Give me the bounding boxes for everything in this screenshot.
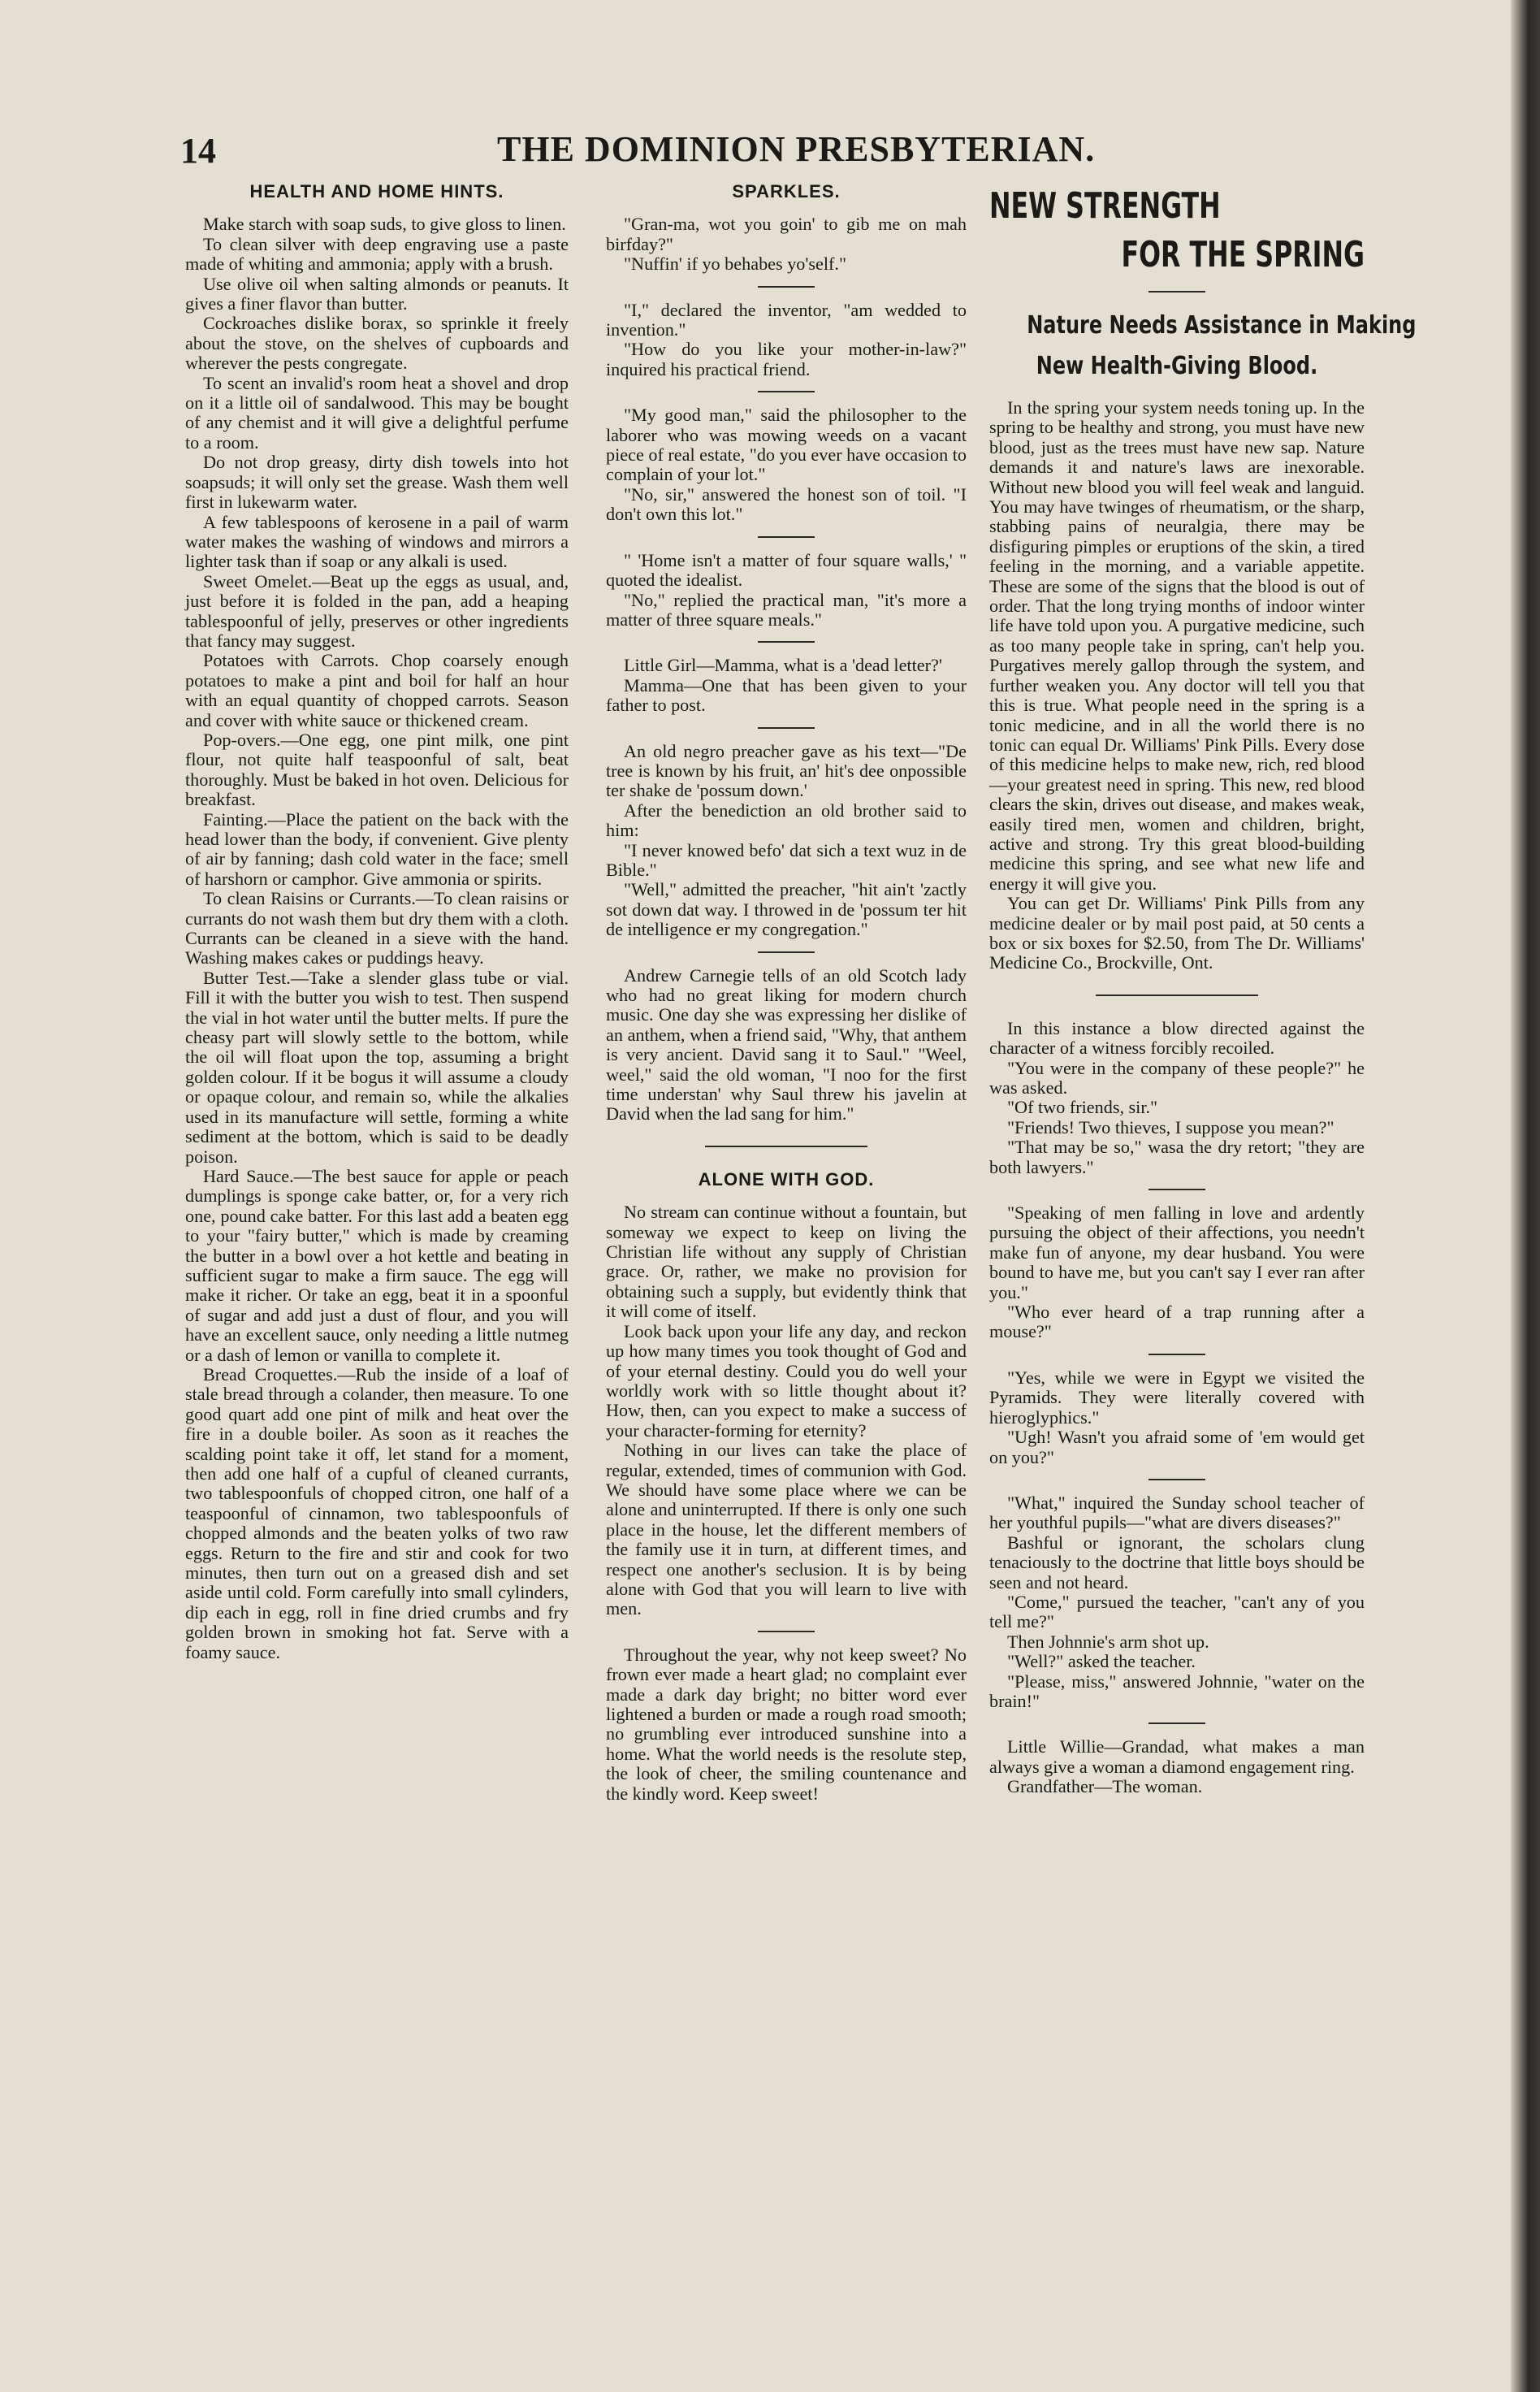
joke-line: "What," inquired the Sunday school teacher of her youthful pupils—"what are divers diseases?" — [989, 1492, 1365, 1533]
divider — [758, 951, 815, 953]
joke-line: "I never knowed befo' dat sich a text wuz in de Bible." — [606, 839, 967, 880]
ad-subtitle-line-1: Nature Needs Assistance in Making — [1027, 311, 1417, 340]
paragraph: Potatoes with Carrots. Chop coarsely enough potatoes to make a pint and boil for half an hour with an equal quantity of chopped carrots. Season and cover with white sauce or thickened cream. — [185, 650, 569, 730]
joke-line: Mamma—One that has been given to your father to post. — [606, 674, 967, 716]
paragraph: Look back upon your life any day, and reckon up how many times you took thought of God and of your eternal destiny. Could you do well your worldly work with so little thought about it? How, then, can you expect to make a success of your character-forming for eternity? — [606, 1320, 967, 1441]
paragraph: Bread Croquettes.—Rub the inside of a loaf of stale bread through a colander, then measure. To one good quart add one pint of milk and heat over the fire in a double boiler. As soon as it reaches the scalding point take it off, let stand for a moment, then add one half of a cupful of cleaned currants, two tablespoonfuls of chopped citron, one half of a teaspoonful of cinnamon, two tablespoonfuls of chopped almonds and the beaten yolks of two raw eggs. Return to the fire and stir and cook for two minutes, then turn out on a greased dish and set aside until cold. Form carefully into small cylinders, dip each in egg, roll in fine dried crumbs and fry golden brown in smoking hot fat. Serve with a foamy sauce. — [185, 1363, 569, 1662]
divider — [758, 641, 815, 643]
paragraph: In the spring your system needs toning up. In the spring to be healthy and strong, you must have new blood, just as the trees must have new sap. Nature demands it and nature's laws are inexorable. Without new blood you will feel weak and languid. You may have twinges of rheumatism, or the sharp, stabbing pains of neuralgia, there may be disfiguring pimples or eruptions of the skin, a tired feeling in the morning, and a variable appetite. These are some of the signs that the blood is out of order. That the long trying months of indoor winter life have told upon you. A purgative medicine, such as too many people take in spring, can't help you. Purgatives merely gallop through the system, and further weaken you. Any doctor will tell you that this is true. What people need in the spring is a tonic medicine, and in all the world there is no tonic can equal Dr. Williams' Pink Pills. Every dose of this medicine helps to make new, rich, red blood—your greatest need in spring. This new, red blood clears the skin, drives out disease, and makes weak, easily tired men, women and children, bright, active and strong. Try this great blood-building medicine this spring, and see what new life and energy it will give you. — [989, 397, 1365, 894]
joke-line: Grandfather—The woman. — [1007, 1776, 1203, 1797]
section-heading: HEALTH AND HOME HINTS. — [249, 181, 504, 202]
closing-paragraph: Throughout the year, why not keep sweet? No frown ever made a heart glad; no complaint ever made a dark day bright; no bitter word ever lightened a burden or made a rough road smooth; no grumbling ever introduced sunshine into a home. What the world needs is the resolute step, the look of cheer, the smiling countenance and the kindly word. Keep sweet! — [606, 1644, 967, 1804]
sparkles-jokes — [606, 214, 967, 1124]
page-header — [180, 128, 1415, 177]
joke-line: "Who ever heard of a trap running after a mouse?" — [989, 1302, 1365, 1342]
divider — [1149, 1354, 1205, 1355]
divider — [1096, 994, 1258, 996]
joke-line: "You were in the company of these people?" he was asked. — [989, 1057, 1365, 1098]
joke-line: "Speaking of men falling in love and ardently pursuing the object of their affections, you needn't make fun of anyone, my dear husband. You were bound to have me, but you can't say I ever ran after you." — [989, 1202, 1365, 1302]
divider — [758, 1631, 815, 1632]
essay-heading: ALONE WITH GOD. — [698, 1168, 875, 1190]
joke-line: "Well," admitted the preacher, "hit ain't 'zactly sot down dat way. I throwed in de 'possum ter hit de intelligence er my congregation." — [606, 879, 967, 940]
divider — [1149, 291, 1205, 292]
paragraph: Make starch with soap suds, to give gloss to linen. — [203, 214, 566, 235]
paragraph: Hard Sauce.—The best sauce for apple or peach dumplings is sponge cake batter, or, for a very rich one, pound cake batter. For this last add a beaten egg to your "fairy butter," which is made by creaming the butter in a bowl over a hot kettle and beating in sufficient sugar to make a firm sauce. The egg will make it richer. Or take an egg, beat it in a spoonful of sugar and add just a dust of flour, and you will have an excellent sauce, only needing a little nutmeg or a dash of lemon or vanilla to complete it. — [185, 1165, 569, 1365]
column-health-hints — [185, 182, 569, 2360]
joke-line: An old negro preacher gave as his text—"De tree is known by his fruit, an' hit's dee onpossible ter shake de 'possum down.' — [606, 740, 967, 801]
joke-line: " 'Home isn't a matter of four square walls,' " quoted the idealist. — [606, 549, 967, 591]
joke-line: "That may be so," wasa the dry retort; "they are both lawyers." — [989, 1137, 1365, 1177]
joke-line: "Yes, while we were in Egypt we visited the Pyramids. They were literally covered with hieroglyphics." — [989, 1367, 1365, 1428]
paragraph: To scent an invalid's room heat a shovel and drop on it a little oil of sandalwood. This may be bought of any chemist and it will give a delightful perfume to a room. — [185, 372, 569, 453]
paragraph: To clean Raisins or Currants.—To clean raisins or currants do not wash them but dry them with a cloth. Currants can be cleaned in a sieve with the hand. Washing makes cakes or puddings heavy. — [185, 888, 569, 968]
ad-subtitle-line-2: New Health-Giving Blood. — [1036, 352, 1318, 380]
paragraph: Butter Test.—Take a slender glass tube or vial. Fill it with the butter you wish to test. Then suspend the vial in hot water until the butter melts. If pure the cheasy part will slowly settle to the bottom, while the oil will float upon the top, assuming a bright golden colour. If it be bogus it will assume a cloudy or opaque colour, and remain so, while the alkalies used in its manufacture will settle, forming a white sediment at the bottom, which is said to be deadly poison. — [185, 967, 569, 1167]
ad-title-line-2: FOR THE SPRING — [1121, 234, 1365, 275]
health-hints-body — [185, 214, 569, 1662]
paragraph: Fainting.—Place the patient on the back with the head lower than the body, if convenient. Give plenty of air by fanning; dash cold water in the face; smell of harshorn or camphor. Give ammonia or spirits. — [185, 808, 569, 889]
divider — [1149, 1479, 1205, 1480]
joke-line: "No, sir," answered the honest son of toil. "I don't own this lot." — [606, 483, 967, 525]
joke-line: Then Johnnie's arm shot up. — [1007, 1631, 1209, 1652]
paragraph: Nothing in our lives can take the place of regular, extended, times of communion with God. We should have some place where we can be alone and uninterrupted. If there is only one such place in the house, let the different members of the family use it in turn, at different times, and respect one another's seclusion. It is by being alone with God that you will learn to live with men. — [606, 1440, 967, 1619]
joke-line: "How do you like your mother-in-law?" inquired his practical friend. — [606, 339, 967, 379]
paragraph: Sweet Omelet.—Beat up the eggs as usual, and, just before it is folded in the pan, add a heaping tablespoonful of jelly, preserves or other ingredients that fancy may suggest. — [185, 570, 569, 651]
joke-line: "My good man," said the philosopher to the laborer who was mowing weeds on a vacant piece of real estate, "do you ever have occasion to complain of your lot." — [606, 405, 967, 485]
paragraph: To clean silver with deep engraving use a paste made of whiting and ammonia; apply with a brush. — [185, 233, 569, 275]
joke-line: In this instance a blow directed against the character of a witness forcibly recoiled. — [989, 1017, 1365, 1059]
paragraph: Cockroaches dislike borax, so sprinkle it freely about the stove, on the shelves of cupboards and wherever the pests congregate. — [185, 313, 569, 374]
joke-line: Andrew Carnegie tells of an old Scotch lady who had no great liking for modern church music. One day she was expressing her dislike of an anthem, when a friend said, "Why, that anthem is very ancient. David sang it to Saul." "Weel, weel," said the old woman, "I noo for the first time understan' why Saul threw his javelin at David when the lad sang for him." — [606, 964, 967, 1124]
joke-line: "Of two friends, sir." — [1007, 1097, 1158, 1118]
joke-line: After the benediction an old brother said to him: — [606, 800, 967, 841]
paragraph: A few tablespoons of kerosene in a pail of warm water makes the washing of windows and mirrors a lighter task than if soap or any alkali is used. — [185, 511, 569, 572]
joke-line: Little Girl—Mamma, what is a 'dead letter?' — [624, 655, 942, 676]
divider — [1149, 1722, 1205, 1724]
ad-body — [989, 398, 1365, 973]
paragraph: No stream can continue without a fountain, but someway we expect to keep on living the Christian life without any supply of Christian grace. Or, rather, we make no provision for obtaining such a supply, but evidently think that it will come of itself. — [606, 1202, 967, 1322]
column-advertisement — [989, 182, 1417, 2360]
joke-line: "Nuffin' if yo behabes yo'self." — [624, 254, 847, 275]
divider — [1149, 1189, 1205, 1190]
joke-line: "I," declared the inventor, "am wedded to invention." — [606, 299, 967, 340]
joke-line: "Friends! Two thieves, I suppose you mean?" — [1007, 1116, 1335, 1138]
joke-line: "Please, miss," answered Johnnie, "water on the brain!" — [989, 1670, 1365, 1711]
divider — [758, 536, 815, 538]
page-binding-edge — [1511, 0, 1540, 2392]
joke-line: "Ugh! Wasn't you afraid some of 'em would get on you?" — [989, 1427, 1365, 1467]
joke-line: "Gran-ma, wot you goin' to gib me on mah birfday?" — [606, 214, 967, 254]
divider — [758, 391, 815, 392]
joke-line: Bashful or ignorant, the scholars clung tenaciously to the doctrine that little boys should be seen and not heard. — [989, 1532, 1365, 1592]
divider — [705, 1146, 867, 1147]
section-heading: SPARKLES. — [732, 181, 841, 202]
column-sparkles — [606, 182, 967, 2360]
column-jokes — [989, 1019, 1365, 1797]
masthead: THE DOMINION PRESBYTERIAN. — [497, 129, 1096, 169]
paragraph: Do not drop greasy, dirty dish towels into hot soapsuds; it will only set the grease. Wash them well first in lukewarm water. — [185, 452, 569, 513]
divider — [758, 286, 815, 288]
paragraph: Use olive oil when salting almonds or peanuts. It gives a finer flavor than butter. — [185, 273, 569, 314]
joke-line: Little Willie—Grandad, what makes a man always give a woman a diamond engagement ring. — [989, 1736, 1365, 1777]
joke-line: "No," replied the practical man, "it's more a matter of three square meals." — [606, 589, 967, 630]
paragraph: You can get Dr. Williams' Pink Pills from any medicine dealer or by mail post paid, at 50 cents a box or six boxes for $2.50, from The Dr. Williams' Medicine Co., Brockville, Ont. — [989, 893, 1365, 973]
joke-line: "Come," pursued the teacher, "can't any of you tell me?" — [989, 1591, 1365, 1632]
paragraph: Pop-overs.—One egg, one pint milk, one pint flour, not quite half teaspoonful of salt, beat thoroughly. Must be baked in hot oven. Delicious for breakfast. — [185, 729, 569, 810]
divider — [758, 727, 815, 729]
joke-line: "Well?" asked the teacher. — [1007, 1651, 1196, 1672]
ad-title-line-1: NEW STRENGTH — [989, 185, 1221, 227]
essay-body — [606, 1202, 967, 1619]
page-number: 14 — [180, 131, 216, 171]
